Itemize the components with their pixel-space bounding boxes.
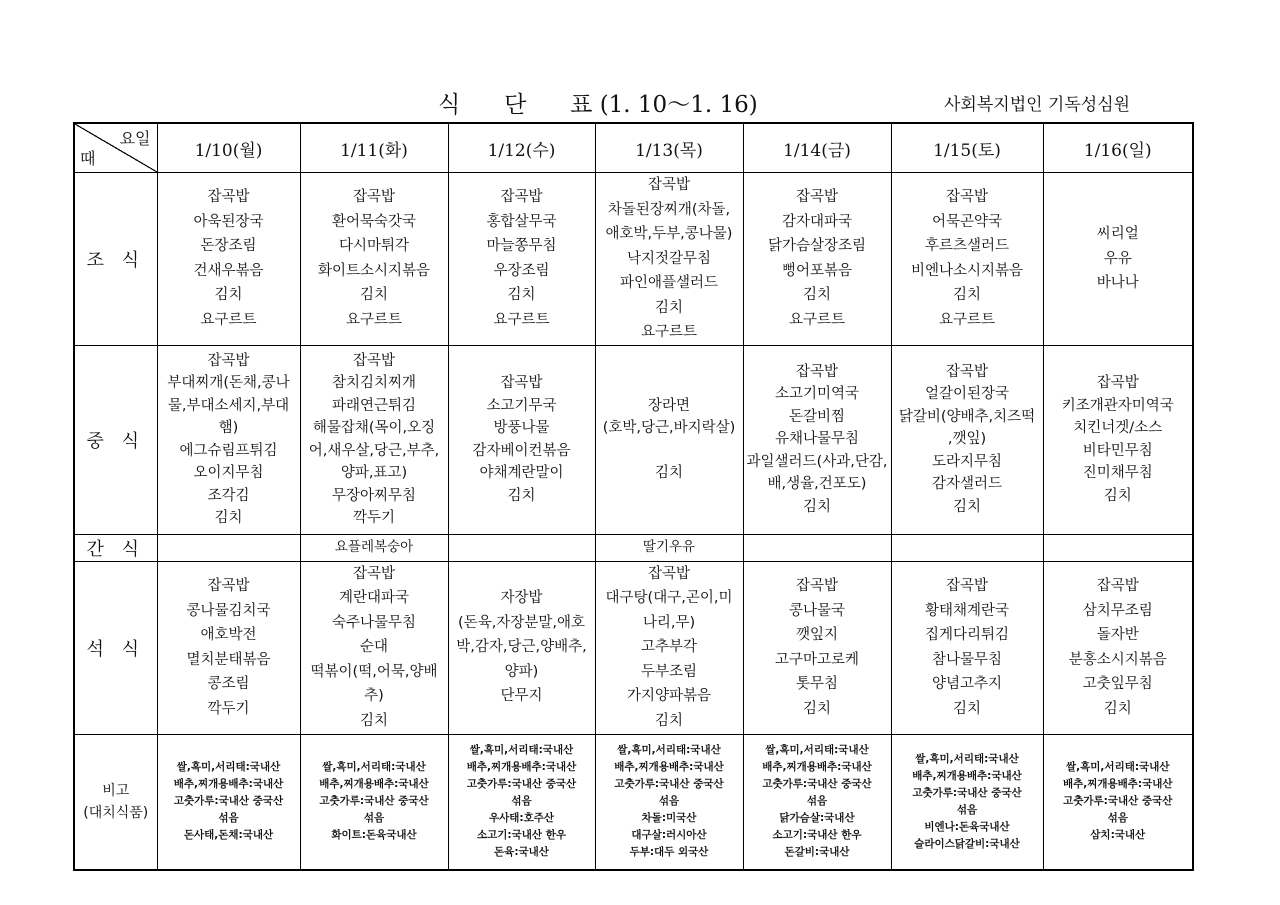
menu-item: 건새우볶음 [193,262,264,279]
origin-note-line: 슬라이스닭갈비:국내산 [914,837,1020,850]
menu-item [1046,538,1191,557]
origin-note-line: 쌀,흑미,서리태:국내산 [765,744,869,756]
menu-item: 파래연근튀김 [331,397,417,414]
menu-item: 씨리얼 [1096,226,1139,242]
menu-cell [448,173,595,346]
menu-item: 김치 [507,487,536,504]
menu-item: 콩나물국 [788,602,846,619]
menu-cell [300,734,448,870]
menu-item: 김치 [802,498,831,515]
menu-item: 치킨너겟/소스 [1073,420,1163,436]
menu-item: 해물잡채(목이,오징 [312,420,436,436]
menu-item: ,깻잎) [947,431,987,448]
origin-note-line: 고춧가루:국내산 중국산 [173,795,284,807]
notes-row [74,734,1193,870]
origin-note-line: 두부:대두 외국산 [629,846,709,858]
menu-cell [448,534,595,561]
dinner-row [74,561,1193,734]
menu-item: 계란대파국 [338,590,410,607]
menu-item: 김치 [802,287,831,304]
menu-item: 햄) [218,420,239,436]
organization-name: 사회복지법인 기독성심원 [944,95,1131,115]
menu-cell [300,173,448,346]
menu-item: 물,부대소세지,부대 [167,397,290,414]
menu-item: 김치 [952,287,981,304]
menu-cell [891,734,1043,870]
origin-note-line: 차돌:미국산 [641,812,697,824]
menu-item: 감자대파국 [781,213,853,230]
origin-note-line: 섞음 [1107,812,1128,824]
menu-item: 잡곡밥 [207,189,250,206]
menu-item: 고추부각 [640,639,698,656]
menu-item: 잡곡밥 [352,352,396,369]
origin-note-line: 섞음 [511,795,532,807]
origin-note-line: 고춧가루:국내산 중국산 [1063,795,1173,807]
menu-cell [300,561,448,734]
menu-item: 가지양파볶음 [626,688,712,705]
menu-cell [1043,534,1193,561]
menu-item: 화이트소시지볶음 [317,262,431,279]
menu-item: 잡곡밥 [945,363,989,380]
menu-item: 콩나물김치국 [186,602,271,619]
origin-note-line: 섞음 [956,803,978,816]
menu-item: 잡곡밥 [1096,375,1139,391]
meal-label-text: 비고 [102,782,130,799]
menu-item: 닭갈비(양배추,치즈떡 [898,408,1036,425]
origin-note-line: 대구살:러시아산 [631,829,707,841]
meal-label-sub: (대치식품) [83,804,149,821]
origin-note-line: 배추,찌개용배추:국내산 [912,769,1022,782]
menu-item: 김치 [1103,487,1132,504]
origin-note-line: 닭가슴살:국내산 [779,812,855,824]
menu-cell [1043,173,1193,346]
menu-item: 삼치무조림 [1082,602,1153,619]
menu-item: 요구르트 [788,311,846,328]
menu-item: 고춧잎무침 [1082,676,1153,692]
menu-item: 김치 [952,700,981,717]
menu-item: 돈갈비찜 [788,408,846,425]
menu-item: 아욱된장국 [193,213,264,230]
menu-item: 잡곡밥 [207,352,250,369]
menu-item: 참치김치찌개 [331,375,417,391]
menu-item: 요구르트 [938,311,996,328]
menu-item: 김치 [802,700,831,717]
menu-item: 도라지무침 [931,453,1003,470]
menu-item: 딸기우유 [642,539,696,555]
menu-item: 양파,표고) [340,465,408,481]
menu-item: (호박,당근,바지락살) [602,420,736,436]
menu-item: 요구르트 [493,311,550,328]
menu-item: 잡곡밥 [647,565,691,582]
menu-item: 닭가슴살장조림 [767,238,867,255]
origin-note-line: 돈갈비:국내산 [784,846,850,858]
origin-note-line: 배추,찌개용배추:국내산 [466,761,577,773]
meal-label-text: 석 식 [86,638,145,660]
origin-note-line: 섞음 [658,795,680,807]
menu-cell [595,534,743,561]
menu-cell [157,345,300,534]
origin-note-line: 화이트:돈육국내산 [331,829,417,841]
menu-item: 낙지젓갈무침 [626,250,712,267]
menu-item: 멸치분태볶음 [186,651,271,668]
menu-item [598,440,741,463]
menu-item: 요구르트 [200,311,257,328]
menu-item: 자장밥 [500,590,543,607]
menu-item [160,538,298,557]
menu-cell [157,734,300,870]
menu-item: 대구탕(대구,곤이,미 [605,590,733,607]
menu-item: 김치 [654,299,683,316]
origin-note-line: 쌀,흑미,서리태:국내산 [617,744,721,756]
menu-item: (돈육,자장분말,애호 [458,614,585,631]
origin-note-line: 배추,찌개용배추:국내산 [614,761,724,773]
menu-item: 추) [364,688,384,705]
menu-item: 비엔나소시지볶음 [910,262,1024,279]
menu-item: 파인애플샐러드 [619,275,719,291]
menu-item: 잡곡밥 [352,189,396,206]
menu-item: 후르츠샐러드 [924,238,1010,255]
day-header: 1/12(수) [448,123,595,173]
day-header: 1/13(목) [595,123,743,173]
day-header: 1/16(일) [1043,123,1193,173]
menu-item: 두부조림 [640,663,698,680]
menu-cell [743,561,891,734]
menu-item: 과일샐러드(사과,단감, [746,453,888,470]
menu-cell [448,561,595,734]
menu-item: 깻잎지 [795,627,839,643]
day-header: 1/11(화) [300,123,448,173]
header-row [74,123,1193,173]
meal-label [74,534,157,561]
origin-note-line: 고춧가루:국내산 중국산 [319,795,429,807]
origin-note-line: 쌀,흑미,서리태:국내산 [322,761,426,773]
meal-label-text: 중 식 [86,430,145,452]
day-header: 1/10(월) [157,123,300,173]
origin-note-line: 소고기:국내산 한우 [477,829,566,841]
menu-item: 잡곡밥 [500,375,543,391]
snack-row [74,534,1193,561]
day-header: 1/15(토) [891,123,1043,173]
origin-note-line: 쌀,흑미,서리태:국내산 [176,761,281,773]
menu-item: 에그슈림프튀김 [179,442,278,459]
menu-item: 김치 [654,465,683,481]
menu-item: 떡볶이(떡,어묵,양배 [310,663,438,680]
menu-item: 김치 [359,712,388,729]
menu-item: 감자베이컨볶음 [472,442,571,459]
menu-item: 숙주나물무침 [331,614,417,631]
day-header: 1/14(금) [743,123,891,173]
menu-item: 차돌된장찌개(차돌, [607,201,731,218]
origin-note-line: 삼치:국내산 [1090,829,1146,841]
origin-note-line: 고춧가루:국내산 중국산 [912,786,1022,799]
menu-item: 우장조림 [493,262,550,279]
menu-item: 돌자반 [1096,627,1139,643]
menu-cell [448,345,595,534]
menu-item: 잡곡밥 [945,578,989,594]
menu-item: 나리,무) [642,614,696,631]
origin-note-line: 배추,찌개용배추:국내산 [319,778,429,790]
menu-item: 순대 [359,639,388,656]
menu-item: 잡곡밥 [207,578,250,594]
menu-cell [448,734,595,870]
menu-item: 애호박,두부,콩나물) [605,226,733,242]
origin-note-line: 비엔나:돈육국내산 [924,820,1010,833]
menu-item: 야채계란말이 [479,465,564,481]
meal-label-text: 간 식 [86,538,145,560]
page-title: 식 단 표 (1. 10～1. 16) [438,92,758,118]
origin-note-line: 쌀,흑미,서리태:국내산 [915,752,1019,765]
menu-item: 소고기미역국 [774,386,860,403]
menu-item: 김치 [507,287,536,304]
menu-cell [595,734,743,870]
menu-item: 양념고추지 [931,676,1003,692]
origin-note-line: 배추,찌개용배추:국내산 [762,761,872,773]
menu-item: 우유 [1103,250,1132,267]
menu-item: 홍합살무국 [486,213,557,230]
meal-label [74,173,157,346]
origin-note-line: 쌀,흑미,서리태:국내산 [469,744,574,756]
origin-note-line: 소고기:국내산 한우 [772,829,862,841]
menu-item: 장라면 [647,397,691,414]
menu-cell [891,173,1043,346]
origin-note-line: 돈사태,돈채:국내산 [183,829,274,841]
lunch-row [74,345,1193,534]
menu-item: 무장아찌무침 [331,487,417,504]
menu-item: 톳무침 [795,676,839,692]
menu-item: 김치 [214,510,243,526]
menu-item: 잡곡밥 [1096,578,1139,594]
menu-item: 참나물무침 [931,651,1003,668]
menu-cell [743,173,891,346]
menu-item: 배,생율,건포도) [767,476,867,493]
menu-item: 바나나 [1096,275,1139,291]
origin-note-line: 고춧가루:국내산 중국산 [762,778,872,790]
menu-item: 황태채계란국 [924,602,1010,619]
origin-note-line: 배추,찌개용배추:국내산 [1062,778,1173,790]
menu-cell [157,534,300,561]
menu-cell [300,345,448,534]
origin-note-line: 우사태:호주산 [488,812,555,824]
menu-cell [1043,345,1193,534]
menu-cell [157,561,300,734]
menu-item: 요구르트 [345,311,403,328]
origin-note-line: 돈육:국내산 [494,846,549,858]
menu-item: 비타민무침 [1082,442,1153,459]
menu-item: 김치 [654,712,683,729]
menu-item: 잡곡밥 [647,177,691,193]
menu-item: 방풍나물 [493,420,550,436]
menu-item: 고구마고로케 [774,651,860,668]
menu-cell [891,345,1043,534]
menu-item: 소고기무국 [486,397,557,414]
corner-label-meal: 때 [80,149,96,168]
menu-item: 잡곡밥 [945,189,989,206]
menu-item: 분홍소시지볶음 [1068,651,1167,668]
menu-item: 깍두기 [352,510,396,526]
menu-item: 단무지 [500,688,543,705]
menu-item: 김치 [214,287,243,304]
menu-item: 애호박전 [200,627,257,643]
breakfast-row [74,173,1193,346]
menu-item: 잡곡밥 [500,189,543,206]
origin-note-line: 고춧가루:국내산 중국산 [614,778,724,790]
menu-item: 양파) [504,663,539,680]
menu-item: 얼갈이된장국 [924,386,1010,403]
meal-label [74,345,157,534]
menu-item: 마늘쫑무침 [486,238,557,255]
menu-item: 뻥어포볶음 [781,262,853,279]
menu-cell [743,345,891,534]
menu-item: 진미채무침 [1082,465,1153,481]
origin-note-line: 쌀,흑미,서리태:국내산 [1066,761,1170,773]
menu-cell [157,173,300,346]
menu-item: 김치 [359,287,388,304]
corner-cell [74,123,157,173]
menu-item: 다시마튀각 [338,238,410,255]
menu-cell [595,173,743,346]
origin-note-line: 섞음 [363,812,385,824]
menu-item: 키조개관자미역국 [1061,397,1174,414]
menu-item: 콩조림 [207,676,250,692]
menu-item: 요구르트 [640,324,698,340]
menu-item [746,538,889,557]
menu-item: 부대찌개(돈채,콩나 [167,375,290,391]
menu-item: 오이지무침 [193,465,264,481]
menu-cell [300,534,448,561]
menu-item: 박,감자,당근,양배추, [456,639,587,656]
menu-item: 돈장조림 [200,238,257,255]
menu-cell [1043,561,1193,734]
menu-item: 깍두기 [207,700,250,717]
meal-label [74,734,157,870]
menu-cell [743,734,891,870]
origin-note-line: 섞음 [218,812,239,824]
menu-item: 집게다리튀김 [924,627,1010,643]
corner-label-day: 요일 [119,129,151,148]
origin-note-line: 배추,찌개용배추:국내산 [173,778,284,790]
menu-cell [1043,734,1193,870]
menu-item: 요플레복숭아 [334,539,414,555]
meal-label-text: 조 식 [86,249,145,271]
menu-item [894,538,1041,557]
menu-item: 유채나물무침 [774,431,860,448]
menu-item: 환어묵숙갓국 [331,213,417,230]
menu-item: 잡곡밥 [795,578,839,594]
menu-item: 감자샐러드 [931,476,1003,493]
menu-item: 어,새우살,당근,부추, [308,442,440,459]
menu-cell [595,345,743,534]
menu-item: 잡곡밥 [352,565,396,582]
menu-item: 조각김 [207,487,250,504]
origin-note-line: 섞음 [806,795,828,807]
menu-cell [891,534,1043,561]
origin-note-line: 고춧가루:국내산 중국산 [466,778,577,790]
menu-cell [891,561,1043,734]
menu-cell [743,534,891,561]
menu-item: 잡곡밥 [795,189,839,206]
menu-item [451,538,593,557]
menu-item: 김치 [1103,700,1132,717]
menu-item: 어묵곤약국 [931,213,1003,230]
menu-item: 잡곡밥 [795,363,839,380]
menu-item: 김치 [952,498,981,515]
meal-label [74,561,157,734]
menu-cell [595,561,743,734]
meal-plan-table [73,122,1194,871]
